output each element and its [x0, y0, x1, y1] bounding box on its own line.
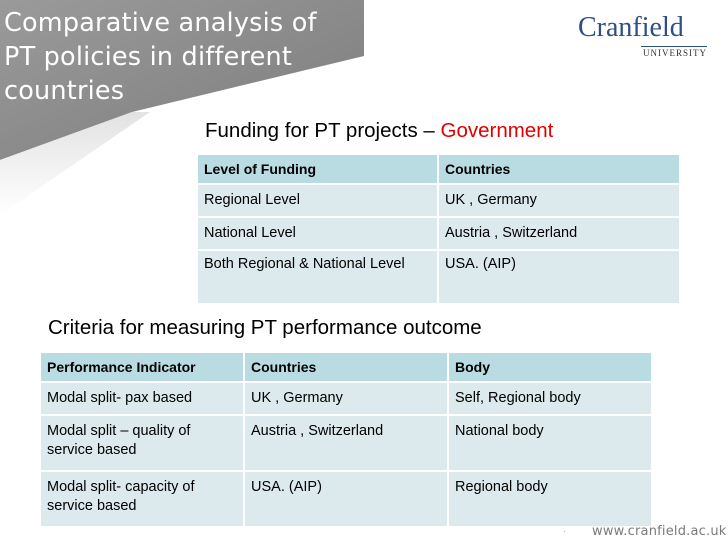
table-row: [40, 415, 652, 471]
table-cell: USA. (AIP): [438, 250, 680, 304]
funding-table: [196, 153, 681, 305]
logo-rule: [641, 46, 707, 47]
table-cell: USA. (AIP): [244, 471, 448, 527]
table-cell: Modal split – quality of service based: [40, 415, 244, 471]
table-header-row: [197, 154, 680, 184]
table-cell: National body: [448, 415, 652, 471]
table-row: [197, 217, 680, 250]
table-cell: Both Regional & National Level: [197, 250, 438, 304]
logo-name: Cranfield: [578, 12, 684, 43]
table-cell: Austria , Switzerland: [438, 217, 680, 250]
table-cell: Self, Regional body: [448, 382, 652, 415]
column-header: Countries: [244, 352, 448, 382]
column-header: Performance Indicator: [40, 352, 244, 382]
column-header: Countries: [438, 154, 680, 184]
funding-heading: [205, 119, 553, 143]
table-row: [40, 382, 652, 415]
table-cell: UK , Germany: [244, 382, 448, 415]
table-cell: Regional Level: [197, 184, 438, 217]
table-cell: Modal split- pax based: [40, 382, 244, 415]
funding-heading-accent: Government: [440, 119, 554, 142]
table-row: [197, 184, 680, 217]
criteria-heading: Criteria for measuring PT performance outcome: [48, 316, 482, 339]
table-cell: UK , Germany: [438, 184, 680, 217]
cranfield-logo: [578, 12, 708, 62]
logo-subtitle: UNIVERSITY: [643, 48, 707, 58]
table-cell: National Level: [197, 217, 438, 250]
table-cell: Austria , Switzerland: [244, 415, 448, 471]
footer-dot: .: [563, 524, 566, 535]
column-header: Body: [448, 352, 652, 382]
table-row: [197, 250, 680, 304]
table-cell: Modal split- capacity of service based: [40, 471, 244, 527]
column-header: Level of Funding: [197, 154, 438, 184]
slide-title: Comparative analysis of PT policies in different countries: [4, 8, 317, 106]
table-cell: Regional body: [448, 471, 652, 527]
funding-heading-prefix: Funding for PT projects –: [205, 119, 435, 142]
table-row: [40, 471, 652, 527]
website-link[interactable]: www.cranfield.ac.uk: [592, 524, 727, 539]
table-header-row: [40, 352, 652, 382]
criteria-table: [39, 351, 653, 528]
